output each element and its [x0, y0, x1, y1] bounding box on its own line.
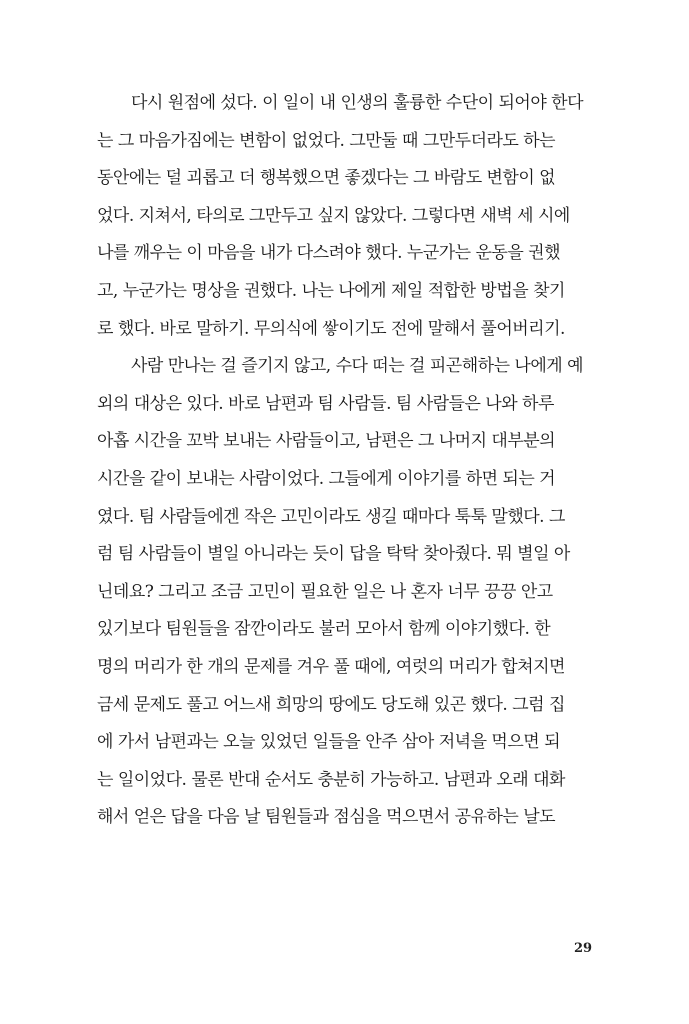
text-line: 있기보다 팀원들을 잠깐이라도 불러 모아서 함께 이야기했다. 한	[97, 619, 551, 640]
text-line: 닌데요? 그리고 조금 고민이 필요한 일은 나 혼자 너무 끙끙 안고	[97, 581, 553, 602]
text-line: 나를 깨우는 이 마음을 내가 다스려야 했다. 누군가는 운동을 권했	[97, 243, 561, 264]
text-line: 동안에는 덜 괴롭고 더 행복했으면 좋겠다는 그 바람도 변함이 없	[97, 168, 556, 189]
text-line: 아홉 시간을 꼬박 보내는 사람들이고, 남편은 그 나머지 대부분의	[97, 431, 556, 452]
text-line: 해서 얻은 답을 다음 날 팀원들과 점심을 먹으면서 공유하는 날도	[97, 807, 556, 828]
text-line: 는 그 마음가짐에는 변함이 없었다. 그만둘 때 그만두더라도 하는	[97, 130, 556, 151]
text-line: 럼 팀 사람들이 별일 아니라는 듯이 답을 탁탁 찾아줬다. 뭐 별일 아	[97, 544, 570, 565]
text-line: 사람 만나는 걸 즐기지 않고, 수다 떠는 걸 피곤해하는 나에게 예	[131, 356, 583, 377]
text-line: 시간을 같이 보내는 사람이었다. 그들에게 이야기를 하면 되는 거	[97, 468, 556, 489]
text-line: 다시 원점에 섰다. 이 일이 내 인생의 훌륭한 수단이 되어야 한다	[131, 93, 583, 113]
body-text	[97, 85, 617, 837]
text-line: 였다. 팀 사람들에겐 작은 고민이라도 생길 때마다 툭툭 말했다. 그	[97, 506, 565, 527]
text-line: 는 일이었다. 물론 반대 순서도 충분히 가능하고. 남편과 오래 대화	[97, 769, 565, 790]
text-line: 에 가서 남편과는 오늘 있었던 일들을 안주 삼아 저녁을 먹으면 되	[97, 732, 561, 753]
text-line: 었다. 지쳐서, 타의로 그만두고 싶지 않았다. 그렇다면 새벽 세 시에	[97, 205, 570, 226]
text-line: 외의 대상은 있다. 바로 남편과 팀 사람들. 팀 사람들은 나와 하루	[97, 393, 554, 414]
text-line: 금세 문제도 풀고 어느새 희망의 땅에도 당도해 있곤 했다. 그럼 집	[97, 694, 565, 715]
page-number: 29	[574, 941, 593, 956]
text-line: 로 했다. 바로 말하기. 무의식에 쌓이기도 전에 말해서 풀어버리기.	[97, 318, 565, 339]
text-line: 명의 머리가 한 개의 문제를 겨우 풀 때에, 여럿의 머리가 합쳐지면	[97, 656, 565, 677]
text-line: 고, 누군가는 명상을 권했다. 나는 나에게 제일 적합한 방법을 찾기	[97, 280, 565, 301]
